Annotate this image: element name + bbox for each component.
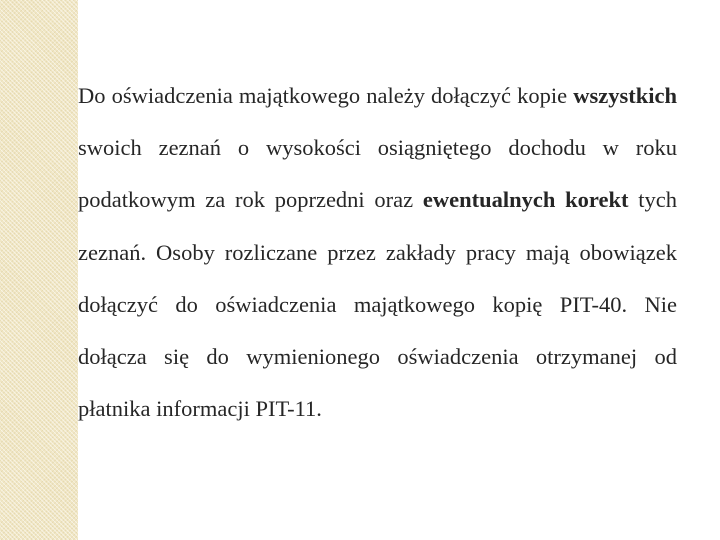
slide-paragraph	[78, 70, 677, 435]
paragraph-text-1: Do oświadczenia majątkowego należy dołączyć kopie	[78, 83, 574, 108]
paragraph-bold-ewentualnych-korekt: ewentualnych korekt	[422, 187, 629, 213]
paragraph-text-3: tych zeznań. Osoby rozliczane przez zakłady pracy mają obowiązek dołączyć do oświadczenia majątkowego kopię PIT-40. Nie dołącza się do wymienionego oświadczenia otrzymanej od płatnika informacji PIT-11.	[78, 187, 678, 422]
paragraph-text-2: swoich zeznań o wysokości osiągniętego dochodu w roku podatkowym za rok poprzedni oraz	[78, 135, 677, 213]
paragraph-bold-wszystkich: wszystkich	[573, 83, 677, 108]
decorative-side-strip	[0, 0, 78, 540]
